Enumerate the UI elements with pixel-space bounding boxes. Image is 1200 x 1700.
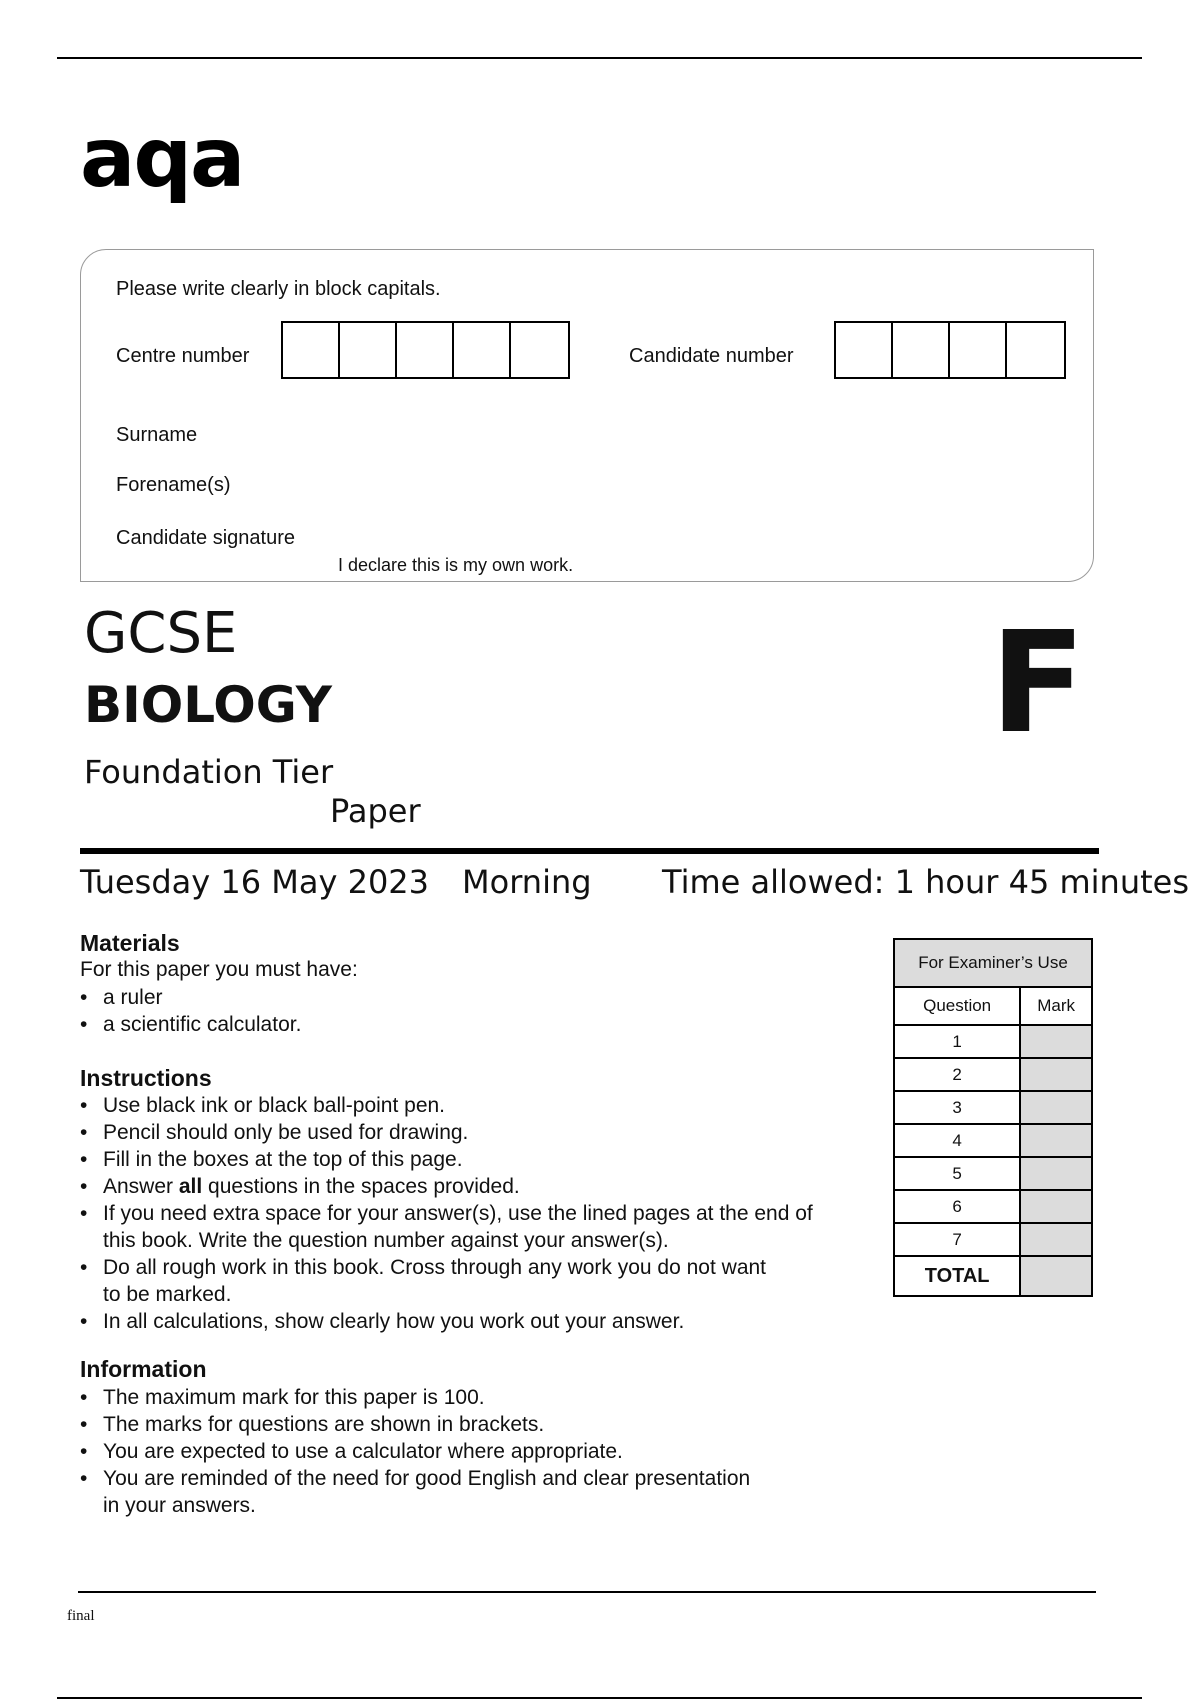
list-item (80, 1308, 813, 1335)
centre-digit-box[interactable] (511, 323, 568, 377)
list-item-line: this book. Write the question number against your answer(s). (103, 1229, 669, 1252)
list-item (80, 1438, 750, 1465)
list-item (80, 984, 301, 1011)
list-item-text: Use black ink or black ball-point pen. (103, 1094, 446, 1117)
materials-list (80, 984, 301, 1038)
mark-cell (1020, 1223, 1092, 1256)
exam-date: Tuesday 16 May 2023 (80, 863, 430, 901)
aqa-logo: aqa (80, 111, 244, 206)
examiner-table-title: For Examiner’s Use (894, 939, 1092, 987)
candidate-digit-box[interactable] (893, 323, 950, 377)
question-number: 2 (894, 1058, 1020, 1091)
table-row (894, 1190, 1092, 1223)
candidate-number-boxes[interactable] (834, 321, 1066, 379)
centre-digit-box[interactable] (340, 323, 397, 377)
table-row (894, 1223, 1092, 1256)
list-item-line: Do all rough work in this book. Cross through any work you do not want (103, 1256, 767, 1279)
list-item-text: The marks for questions are shown in brackets. (103, 1413, 545, 1436)
top-rule (57, 57, 1142, 59)
list-item (80, 1173, 813, 1200)
candidate-digit-box[interactable] (950, 323, 1007, 377)
list-item (80, 1254, 813, 1308)
list-item (80, 1146, 813, 1173)
title-divider (80, 848, 1099, 854)
information-list (80, 1384, 750, 1519)
mark-cell (1020, 1190, 1092, 1223)
mark-cell (1020, 1124, 1092, 1157)
table-row (894, 1124, 1092, 1157)
mark-cell (1020, 1058, 1092, 1091)
table-row (894, 1157, 1092, 1190)
examiner-use-table (893, 938, 1093, 1297)
centre-digit-box[interactable] (397, 323, 454, 377)
footer-rule (78, 1591, 1096, 1593)
list-item-line: If you need extra space for your answer(s), use the lined pages at the end of (103, 1202, 813, 1225)
instructions-heading: Instructions (80, 1065, 212, 1091)
list-item-text: a scientific calculator. (103, 1013, 302, 1036)
list-item-text: a ruler (103, 986, 163, 1009)
question-number: 4 (894, 1124, 1020, 1157)
list-item (80, 1200, 813, 1254)
candidate-digit-box[interactable] (836, 323, 893, 377)
mark-cell (1020, 1025, 1092, 1058)
list-item (80, 1465, 750, 1519)
list-item (80, 1384, 750, 1411)
list-item-line: You are reminded of the need for good English and clear presentation (103, 1467, 751, 1490)
list-item-text: questions in the spaces provided. (202, 1175, 520, 1198)
materials-heading: Materials (80, 930, 180, 956)
centre-digit-box[interactable] (454, 323, 511, 377)
question-column-header: Question (894, 987, 1020, 1025)
table-row (894, 1058, 1092, 1091)
mark-cell (1020, 1157, 1092, 1190)
signature-label: Candidate signature (116, 527, 296, 549)
list-item (80, 1092, 813, 1119)
information-heading: Information (80, 1356, 207, 1382)
list-item (80, 1411, 750, 1438)
list-item-text: You are expected to use a calculator where appropriate. (103, 1440, 623, 1463)
question-number: 5 (894, 1157, 1020, 1190)
list-item-line: to be marked. (103, 1283, 232, 1306)
tier-title: Foundation Tier (84, 753, 334, 791)
mark-cell (1020, 1091, 1092, 1124)
emphasis-text: all (178, 1175, 203, 1198)
list-item-text: The maximum mark for this paper is 100. (103, 1386, 485, 1409)
centre-number-label: Centre number (116, 345, 250, 367)
list-item-line: in your answers. (103, 1494, 256, 1517)
candidate-digit-box[interactable] (1007, 323, 1064, 377)
candidate-number-label: Candidate number (629, 345, 794, 367)
table-row (894, 1091, 1092, 1124)
question-number: 7 (894, 1223, 1020, 1256)
instructions-list (80, 1092, 813, 1335)
question-number: 6 (894, 1190, 1020, 1223)
subject-title: BIOLOGY (84, 676, 332, 734)
list-item-text: In all calculations, show clearly how you work out your answer. (103, 1310, 685, 1333)
time-allowed: Time allowed: 1 hour 45 minutes (662, 863, 1189, 901)
list-item (80, 1011, 301, 1038)
forename-label: Forename(s) (116, 474, 231, 496)
question-number: 1 (894, 1025, 1020, 1058)
exam-session: Morning (462, 863, 592, 901)
centre-digit-box[interactable] (283, 323, 340, 377)
table-row (894, 1025, 1092, 1058)
materials-intro: For this paper you must have: (80, 958, 358, 981)
list-item (80, 1119, 813, 1146)
declaration-text: I declare this is my own work. (338, 555, 574, 575)
list-item-text: Answer (103, 1175, 179, 1198)
total-label: TOTAL (894, 1256, 1020, 1296)
mark-column-header: Mark (1020, 987, 1092, 1025)
total-mark-cell (1020, 1256, 1092, 1296)
question-number: 3 (894, 1091, 1020, 1124)
block-capitals-instruction: Please write clearly in block capitals. (116, 278, 441, 300)
qualification-title: GCSE (84, 601, 238, 666)
list-item-text: Pencil should only be used for drawing. (103, 1121, 469, 1144)
centre-number-boxes[interactable] (281, 321, 570, 379)
surname-label: Surname (116, 424, 198, 446)
list-item-text: Fill in the boxes at the top of this page. (103, 1148, 463, 1171)
paper-title: Paper (330, 792, 421, 830)
bottom-rule (57, 1697, 1142, 1699)
footer-text: final (67, 1608, 95, 1624)
tier-letter: F (990, 602, 1086, 765)
